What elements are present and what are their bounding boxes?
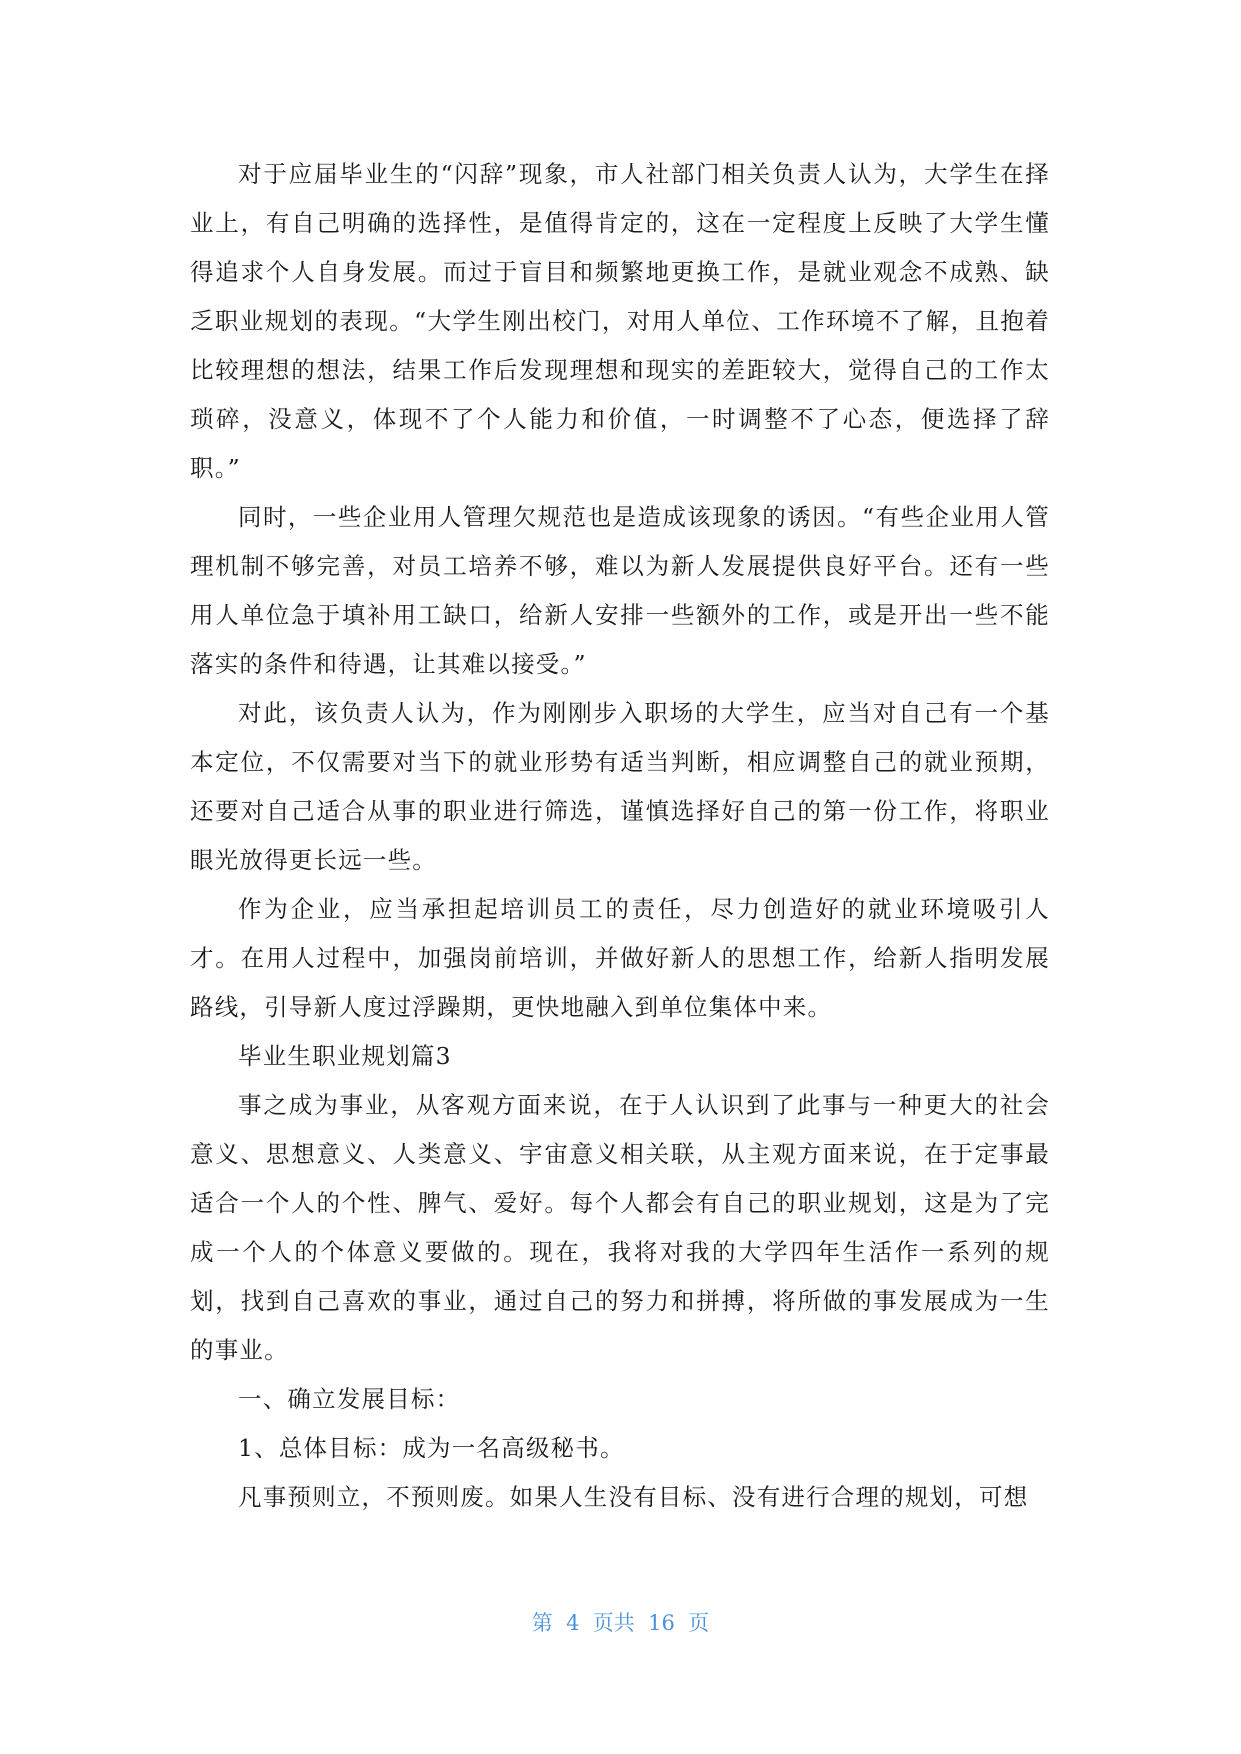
- paragraph-planning: 凡事预则立，不预则废。如果人生没有目标、没有进行合理的规划，可想: [238, 1483, 1029, 1511]
- list-item-overall-goal: 1、总体目标：成为一名高级秘书。: [238, 1434, 625, 1462]
- paragraph-official-opinion: 对此，该负责人认为，作为刚刚步入职场的大学生，应当对自己有一个基本定位，不仅需要对当下的就业形势有适当判断，相应调整自己的就业预期，还要对自己适合从事的职业进行筛选，谨慎选择好自己的第一份工作，将职业眼光放得更长远一些。: [190, 699, 1050, 874]
- paragraph-career-meaning: 事之成为事业，从客观方面来说，在于人认识到了此事与一种更大的社会意义、思想意义、人类意义、宇宙意义相关联，从主观方面来说，在于定事最适合一个人的个性、脾气、爱好。每个人都会有自己的职业规划，这是为了完成一个人的个体意义要做的。现在，我将对我的大学四年生活作一系列的规划，找到自己喜欢的事业，通过自己的努力和拼搏，将所做的事发展成为一生的事业。: [190, 1091, 1050, 1364]
- page-number-footer: 第 4 页共 16 页: [531, 1611, 710, 1635]
- paragraph-enterprise-responsibility: 作为企业，应当承担起培训员工的责任，尽力创造好的就业环境吸引人才。在用人过程中，加强岗前培训，并做好新人的思想工作，给新人指明发展路线，引导新人度过浮躁期，更快地融入到单位集体中来。: [190, 895, 1050, 1021]
- paragraph-flash-resignation: 对于应届毕业生的“闪辞”现象，市人社部门相关负责人认为，大学生在择业上，有自己明确的选择性，是值得肯定的，这在一定程度上反映了大学生懂得追求个人自身发展。而过于盲目和频繁地更换工作，是就业观念不成熟、缺乏职业规划的表现。“大学生刚出校门，对用人单位、工作环境不了解，且抱着比较理想的想法，结果工作后发现理想和现实的差距较大，觉得自己的工作太琐碎，没意义，体现不了个人能力和价值，一时调整不了心态，便选择了辞职。”: [190, 160, 1050, 482]
- section-heading: 毕业生职业规划篇3: [238, 1042, 452, 1070]
- document-body: [190, 150, 1050, 1522]
- paragraph-enterprise-management: 同时，一些企业用人管理欠规范也是造成该现象的诱因。“有些企业用人管理机制不够完善，对员工培养不够，难以为新人发展提供良好平台。还有一些用人单位急于填补用工缺口，给新人安排一些额外的工作，或是开出一些不能落实的条件和待遇，让其难以接受。”: [190, 503, 1050, 678]
- subheading-goals: 一、确立发展目标：: [238, 1385, 461, 1413]
